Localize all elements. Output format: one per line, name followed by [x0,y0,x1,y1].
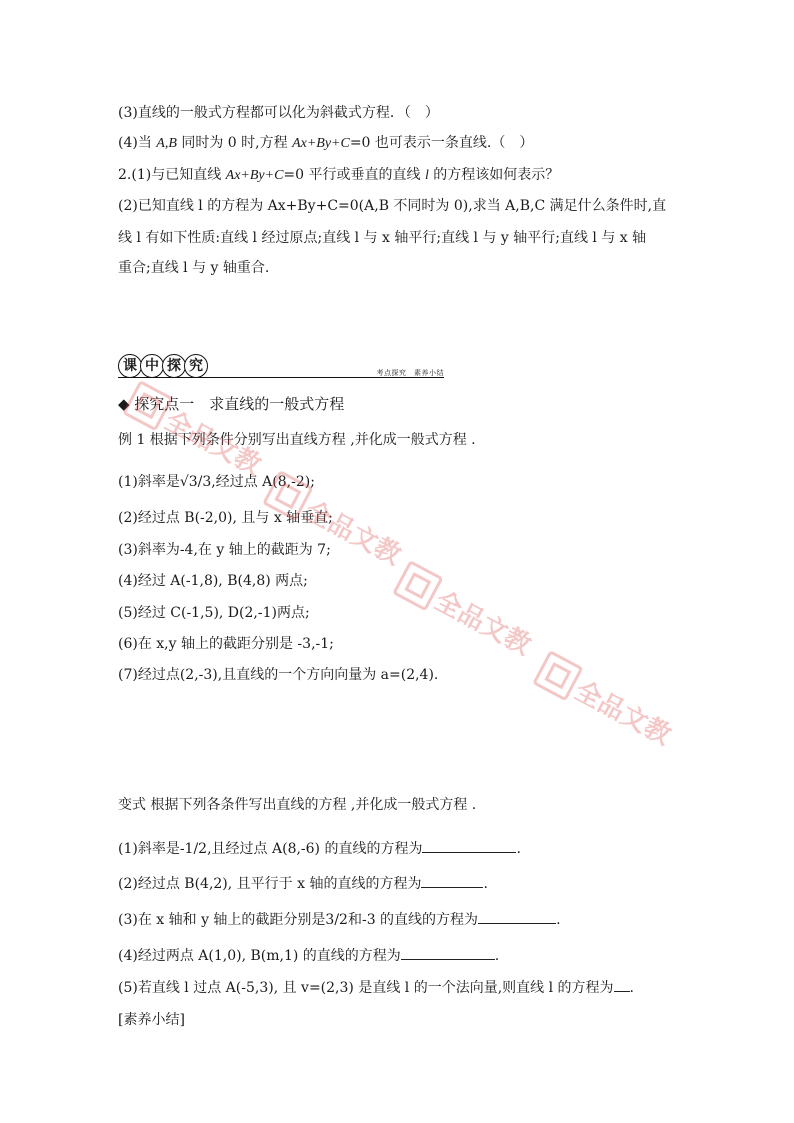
example-heading: 例 1 根据下列条件分别写出直线方程 ,并化成一般式方程 . [118,432,476,448]
banner-char-3: 探 [162,354,186,378]
q2-1-text-a: 2.(1)与已知直线 [118,167,226,183]
q2-1-text-b: =0 平行或垂直的直线 [283,167,425,183]
section-title: ◆ 探究点一 求直线的一般式方程 [118,395,345,413]
example-item-2: (2)经过点 B(-2,0), 且与 x 轴垂直; [118,510,333,526]
example-item-1: (1)斜率是√3/3,经过点 A(8,-2); [118,474,315,490]
example-item-7: (7)经过点(2,-3),且直线的一个方向向量为 a=(2,4). [118,667,439,683]
variant-heading: 变式 根据下列各条件写出直线的方程 ,并化成一般式方程 . [118,797,477,813]
example-item-4: (4)经过 A(-1,8), B(4,8) 两点; [118,573,308,589]
answer-blank-4[interactable] [401,945,495,960]
answer-blank-1[interactable] [422,838,516,853]
variant-item-4-text: (4)经过两点 A(1,0), B(m,1) 的直线的方程为 [118,948,401,964]
banner-char-1: 课 [118,354,142,378]
watermark-text: 全品文教 [159,405,266,481]
q4-var-ab: A,B [156,136,177,151]
banner-char-4: 究 [184,354,208,378]
question-2-2-line2: 线 l 有如下性质:直线 l 经过原点;直线 l 与 x 轴平行;直线 l 与 y 轴平行;直线 l 与 x 轴 [118,230,647,246]
judge-question-4 [118,133,533,154]
answer-blank-2[interactable] [421,873,483,888]
variant-item-4: (4)经过两点 A(1,0), B(m,1) 的直线的方程为 . [118,945,499,966]
watermark-3 [392,560,539,662]
variant-item-5: (5)若直线 l 过点 A(-5,3), 且 v=(2,3) 是直线 l 的一个法向量,则直线 l 的方程为 . [118,977,634,998]
q4-text-b: 同时为 0 时,方程 [176,135,293,151]
watermark-text: 全品文教 [429,585,536,661]
q2-1-equation: Ax+By+C [225,168,284,183]
watermark-4 [532,650,679,752]
variant-item-2: (2)经过点 B(4,2), 且平行于 x 轴的直线的方程为 . [118,873,488,894]
banner-rule [118,377,444,378]
q2-1-text-c: 的方程该如何表示？ [428,167,560,183]
answer-blank-3[interactable] [478,909,556,924]
example-item-3: (3)斜率为-4,在 y 轴上的截距为 7; [118,542,331,558]
question-2-2-line1: (2)已知直线 l 的方程为 Ax+By+C=0(A,B 不同时为 0),求当 A,B,C 满足什么条件时,直 [118,198,667,214]
banner-subtitle: 考点探究 素养小结 [376,369,444,377]
variant-item-1-text: (1)斜率是-1/2,且经过点 A(8,-6) 的直线的方程为 [118,841,423,857]
q2-1-var-l: l [424,168,429,183]
section-banner [118,352,444,380]
judge-question-3: (3)直线的一般式方程都可以化为斜截式方程．（ ） [118,105,439,121]
summary-label: [素养小结] [118,1012,185,1028]
q4-text-a: (4)当 [118,135,157,151]
question-2-1 [118,165,559,186]
example-item-5: (5)经过 C(-1,5), D(2,-1)两点; [118,605,310,621]
variant-item-1: (1)斜率是-1/2,且经过点 A(8,-6) 的直线的方程为 . [118,838,521,859]
variant-item-5-text: (5)若直线 l 过点 A(-5,3), 且 v=(2,3) 是直线 l 的一个法向量,则直线 l 的方程为 [118,980,614,996]
q4-text-c: =0 也可表示一条直线.（ ） [349,135,534,151]
answer-blank-5[interactable] [614,977,630,992]
variant-item-3-text: (3)在 x 轴和 y 轴上的截距分别是3/2和-3 的直线的方程为 [118,912,479,928]
watermark-text: 全品文教 [569,675,676,751]
question-2-2-line3: 重合;直线 l 与 y 轴重合. [118,260,270,276]
example-item-6: (6)在 x,y 轴上的截距分别是 -3,-1; [118,636,334,652]
variant-item-3: (3)在 x 轴和 y 轴上的截距分别是3/2和-3 的直线的方程为 . [118,909,561,930]
banner-char-2: 中 [140,354,164,378]
watermark-text: 全品文教 [299,495,406,571]
q4-equation: Ax+By+C [292,136,350,151]
variant-item-2-text: (2)经过点 B(4,2), 且平行于 x 轴的直线的方程为 [118,876,422,892]
